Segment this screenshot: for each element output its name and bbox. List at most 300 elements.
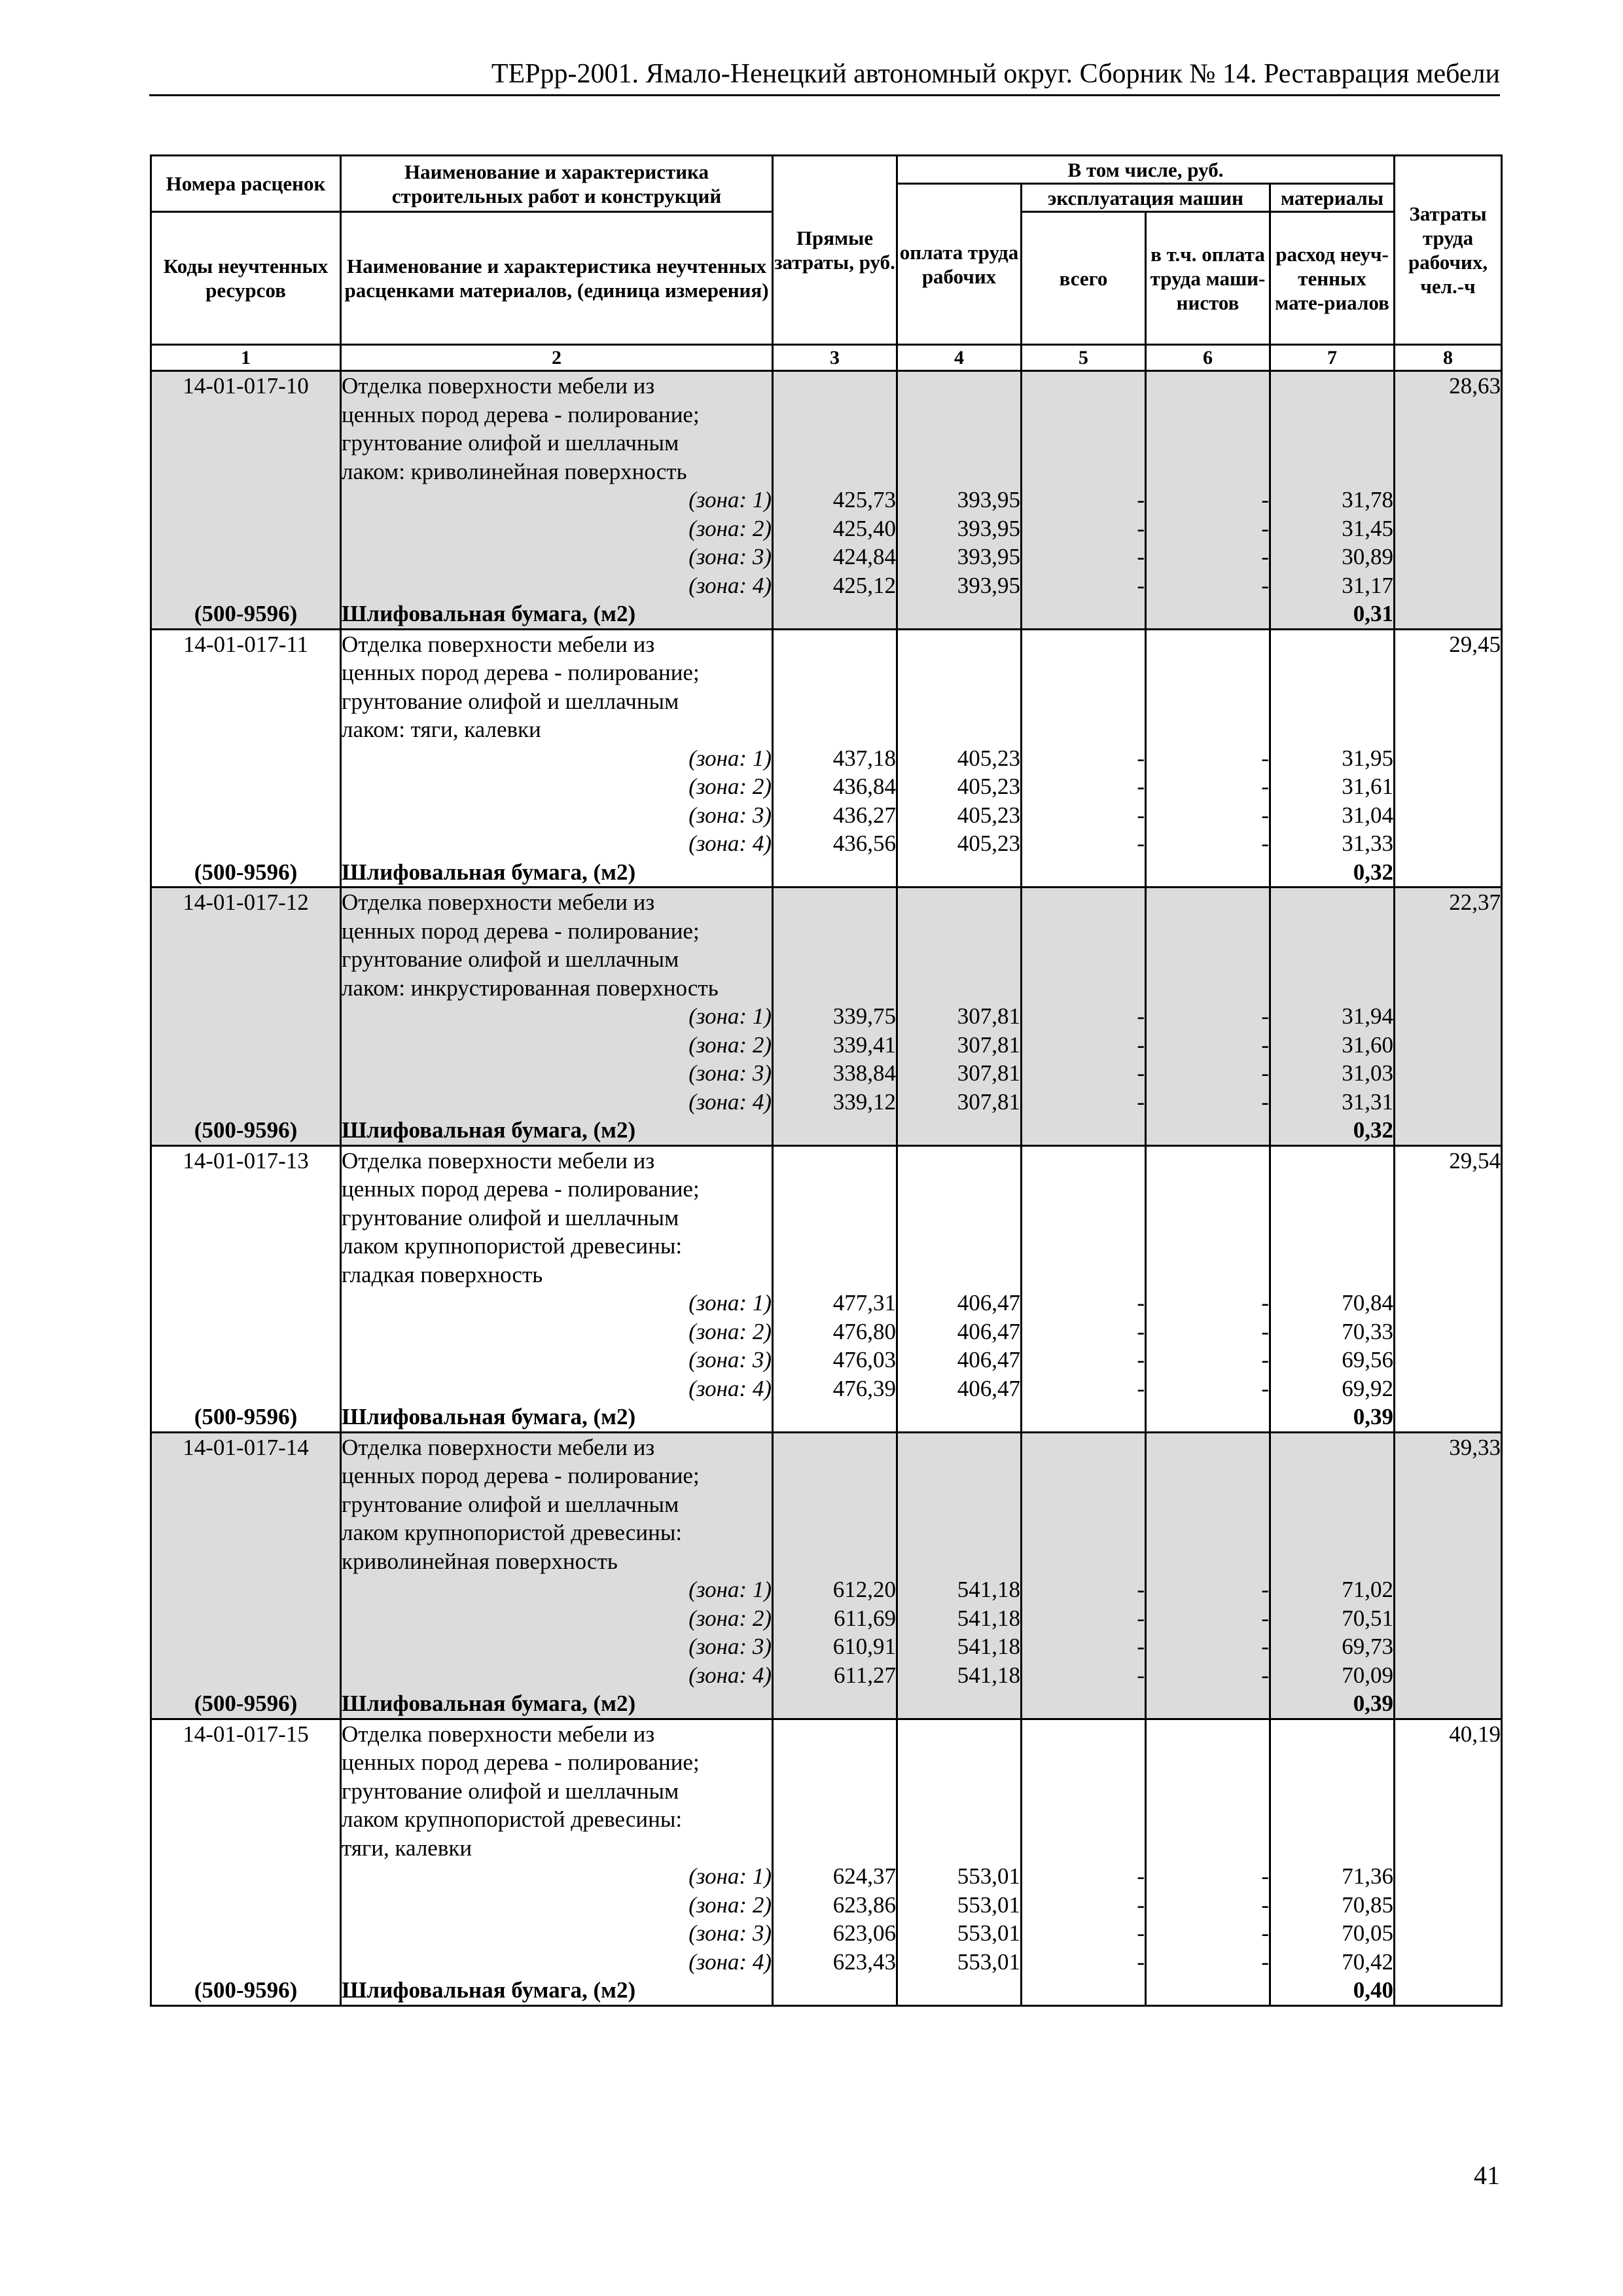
direct-costs-value: 338,84 xyxy=(773,1059,897,1088)
empty-cell xyxy=(1395,1088,1502,1117)
zone-label: (зона: 3) xyxy=(341,1632,773,1661)
materials-value: 31,60 xyxy=(1270,1031,1395,1060)
wages-value: 307,81 xyxy=(897,1088,1022,1117)
empty-cell xyxy=(1022,658,1146,687)
rate-code: 14-01-017-15 xyxy=(151,1719,341,1748)
empty-cell xyxy=(1270,1805,1395,1834)
empty-cell xyxy=(1022,1976,1146,2005)
material-name: Шлифовальная бумага, (м2) xyxy=(341,1403,773,1432)
empty-cell xyxy=(1146,917,1270,946)
wages-value: 405,23 xyxy=(897,801,1022,830)
empty-cell xyxy=(1022,1518,1146,1547)
material-name: Шлифовальная бумага, (м2) xyxy=(341,600,773,629)
material-name: Шлифовальная бумага, (м2) xyxy=(341,1976,773,2005)
empty-cell xyxy=(151,457,341,486)
description-row xyxy=(151,1518,1502,1547)
empty-cell xyxy=(151,945,341,974)
zone-row xyxy=(151,1632,1502,1661)
empty-cell xyxy=(1022,629,1146,658)
zone-row xyxy=(151,1318,1502,1346)
wages-value: 405,23 xyxy=(897,829,1022,858)
empty-cell xyxy=(1270,1232,1395,1261)
operator-wages-value: - xyxy=(1146,829,1270,858)
empty-cell xyxy=(1146,1719,1270,1748)
direct-costs-value: 477,31 xyxy=(773,1289,897,1318)
empty-cell xyxy=(151,1204,341,1232)
wages-value: 541,18 xyxy=(897,1632,1022,1661)
description-row xyxy=(151,1805,1502,1834)
work-description-line: лаком: тяги, калевки xyxy=(341,715,773,744)
direct-costs-value: 623,86 xyxy=(773,1891,897,1920)
empty-cell xyxy=(1270,1834,1395,1863)
empty-cell xyxy=(773,401,897,429)
zone-row xyxy=(151,543,1502,571)
empty-cell xyxy=(1022,687,1146,716)
empty-cell xyxy=(151,401,341,429)
operator-wages-value: - xyxy=(1146,1604,1270,1633)
empty-cell xyxy=(151,1547,341,1576)
rate-code: 14-01-017-11 xyxy=(151,629,341,658)
empty-cell xyxy=(151,1632,341,1661)
empty-cell xyxy=(1270,629,1395,658)
col1-top-header: Номера расценок xyxy=(151,156,341,212)
operator-wages-value: - xyxy=(1146,1031,1270,1060)
empty-cell xyxy=(1270,1748,1395,1777)
empty-cell xyxy=(1146,1748,1270,1777)
empty-cell xyxy=(151,1318,341,1346)
empty-cell xyxy=(1395,1261,1502,1289)
work-description-line: ценных пород дерева - полирование; xyxy=(341,917,773,946)
empty-cell xyxy=(151,1518,341,1547)
empty-cell xyxy=(151,829,341,858)
empty-cell xyxy=(1395,514,1502,543)
empty-cell xyxy=(1022,371,1146,401)
empty-cell xyxy=(1395,1805,1502,1834)
empty-cell xyxy=(1146,1777,1270,1806)
empty-cell xyxy=(1146,1432,1270,1462)
empty-cell xyxy=(773,715,897,744)
materials-value: 71,36 xyxy=(1270,1862,1395,1891)
col-number: 7 xyxy=(1270,345,1395,371)
empty-cell xyxy=(1395,1632,1502,1661)
empty-cell xyxy=(1395,1604,1502,1633)
materials-value: 69,56 xyxy=(1270,1346,1395,1374)
operator-wages-value: - xyxy=(1146,486,1270,514)
zone-label: (зона: 4) xyxy=(341,571,773,600)
material-name: Шлифовальная бумага, (м2) xyxy=(341,858,773,888)
empty-cell xyxy=(897,1232,1022,1261)
empty-cell xyxy=(1395,974,1502,1003)
wages-value: 406,47 xyxy=(897,1374,1022,1403)
material-quantity: 0,39 xyxy=(1270,1689,1395,1719)
machines-total-value: - xyxy=(1022,514,1146,543)
direct-costs-value: 437,18 xyxy=(773,744,897,773)
empty-cell xyxy=(1022,1834,1146,1863)
materials-value: 31,61 xyxy=(1270,772,1395,801)
zone-row xyxy=(151,801,1502,830)
wages-value: 406,47 xyxy=(897,1346,1022,1374)
empty-cell xyxy=(1395,401,1502,429)
zone-label: (зона: 1) xyxy=(341,1862,773,1891)
empty-cell xyxy=(1395,1318,1502,1346)
price-record xyxy=(151,1432,1502,1719)
description-row xyxy=(151,1432,1502,1462)
empty-cell xyxy=(773,429,897,457)
empty-cell xyxy=(1395,1403,1502,1432)
empty-cell xyxy=(151,1232,341,1261)
description-row xyxy=(151,1748,1502,1777)
price-record xyxy=(151,371,1502,630)
empty-cell xyxy=(1022,1261,1146,1289)
materials-value: 70,51 xyxy=(1270,1604,1395,1633)
direct-costs-value: 610,91 xyxy=(773,1632,897,1661)
running-title: ТЕРрр-2001. Ямало-Ненецкий автономный округ. Сборник № 14. Реставрация мебели xyxy=(491,59,1500,89)
materials-value: 31,17 xyxy=(1270,571,1395,600)
machines-total-value: - xyxy=(1022,744,1146,773)
empty-cell xyxy=(897,715,1022,744)
price-record xyxy=(151,888,1502,1146)
work-description-line: лаком крупнопористой древесины: xyxy=(341,1518,773,1547)
empty-cell xyxy=(151,1604,341,1633)
col-number: 8 xyxy=(1395,345,1502,371)
empty-cell xyxy=(897,1175,1022,1204)
wages-value: 393,95 xyxy=(897,543,1022,571)
work-description-line: ценных пород дерева - полирование; xyxy=(341,1462,773,1490)
direct-costs-value: 339,41 xyxy=(773,1031,897,1060)
work-description-line: ценных пород дерева - полирование; xyxy=(341,1175,773,1204)
operator-wages-value: - xyxy=(1146,1632,1270,1661)
empty-cell xyxy=(773,945,897,974)
empty-cell xyxy=(1146,600,1270,629)
empty-cell xyxy=(1395,858,1502,888)
direct-costs-value: 425,73 xyxy=(773,486,897,514)
empty-cell xyxy=(1270,917,1395,946)
empty-cell xyxy=(1270,457,1395,486)
direct-costs-value: 436,27 xyxy=(773,801,897,830)
empty-cell xyxy=(1395,1490,1502,1519)
operator-wages-value: - xyxy=(1146,1088,1270,1117)
wages-value: 405,23 xyxy=(897,744,1022,773)
price-record xyxy=(151,1719,1502,2005)
resource-code: (500-9596) xyxy=(151,1976,341,2005)
empty-cell xyxy=(151,1031,341,1060)
labor-hours-value: 40,19 xyxy=(1395,1719,1502,1748)
wages-value: 553,01 xyxy=(897,1919,1022,1948)
empty-cell xyxy=(773,1748,897,1777)
empty-cell xyxy=(773,1116,897,1145)
direct-costs-value: 425,12 xyxy=(773,571,897,600)
zone-label: (зона: 2) xyxy=(341,1318,773,1346)
empty-cell xyxy=(897,888,1022,917)
price-record xyxy=(151,1145,1502,1432)
empty-cell xyxy=(1270,715,1395,744)
machines-total-value: - xyxy=(1022,1604,1146,1633)
operator-wages-value: - xyxy=(1146,1059,1270,1088)
empty-cell xyxy=(897,1834,1022,1863)
operator-wages-value: - xyxy=(1146,514,1270,543)
empty-cell xyxy=(1395,1031,1502,1060)
zone-row xyxy=(151,829,1502,858)
labor-hours-value: 29,45 xyxy=(1395,629,1502,658)
materials-value: 70,84 xyxy=(1270,1289,1395,1318)
operator-wages-value: - xyxy=(1146,744,1270,773)
empty-cell xyxy=(1395,1346,1502,1374)
empty-cell xyxy=(897,1490,1022,1519)
empty-cell xyxy=(1395,1976,1502,2005)
labor-hours-value: 22,37 xyxy=(1395,888,1502,917)
empty-cell xyxy=(151,1834,341,1863)
empty-cell xyxy=(1395,1059,1502,1088)
empty-cell xyxy=(1146,1175,1270,1204)
col2-bottom-header: Наименование и характеристика неучтенных расценками материалов, (единица измерения) xyxy=(341,212,773,345)
empty-cell xyxy=(151,486,341,514)
direct-costs-value: 436,84 xyxy=(773,772,897,801)
machines-total-value: - xyxy=(1022,1031,1146,1060)
empty-cell xyxy=(897,1403,1022,1432)
empty-cell xyxy=(1146,1232,1270,1261)
zone-row xyxy=(151,1661,1502,1690)
empty-cell xyxy=(1022,1547,1146,1576)
direct-costs-value: 476,39 xyxy=(773,1374,897,1403)
operator-wages-value: - xyxy=(1146,1948,1270,1977)
zone-row xyxy=(151,1346,1502,1374)
empty-cell xyxy=(1395,600,1502,629)
empty-cell xyxy=(1270,658,1395,687)
empty-cell xyxy=(897,629,1022,658)
description-row xyxy=(151,1777,1502,1806)
empty-cell xyxy=(1022,1204,1146,1232)
direct-costs-header: Прямые затраты, руб. xyxy=(773,156,897,345)
wages-value: 405,23 xyxy=(897,772,1022,801)
empty-cell xyxy=(1395,1748,1502,1777)
empty-cell xyxy=(773,1834,897,1863)
materials-value: 31,33 xyxy=(1270,829,1395,858)
machines-total-value: - xyxy=(1022,1632,1146,1661)
zone-label: (зона: 4) xyxy=(341,1661,773,1690)
machines-total-value: - xyxy=(1022,801,1146,830)
empty-cell xyxy=(1022,1403,1146,1432)
empty-cell xyxy=(1146,371,1270,401)
empty-cell xyxy=(897,1689,1022,1719)
work-description-line: лаком: криволинейная поверхность xyxy=(341,457,773,486)
including-group-header: В том числе, руб. xyxy=(897,156,1395,184)
description-row xyxy=(151,1462,1502,1490)
empty-cell xyxy=(1146,888,1270,917)
materials-value: 70,85 xyxy=(1270,1891,1395,1920)
zone-label: (зона: 3) xyxy=(341,543,773,571)
header-rule xyxy=(149,94,1500,96)
description-row xyxy=(151,945,1502,974)
zone-label: (зона: 2) xyxy=(341,514,773,543)
zone-row xyxy=(151,1374,1502,1403)
empty-cell xyxy=(1270,1490,1395,1519)
col-number: 5 xyxy=(1022,345,1146,371)
empty-cell xyxy=(1022,429,1146,457)
empty-cell xyxy=(151,1661,341,1690)
empty-cell xyxy=(1395,687,1502,716)
machines-total-value: - xyxy=(1022,543,1146,571)
wages-value: 553,01 xyxy=(897,1891,1022,1920)
zone-label: (зона: 3) xyxy=(341,1919,773,1948)
empty-cell xyxy=(151,1575,341,1604)
materials-value: 31,94 xyxy=(1270,1002,1395,1031)
wages-value: 393,95 xyxy=(897,514,1022,543)
empty-cell xyxy=(1022,1232,1146,1261)
resource-code: (500-9596) xyxy=(151,1403,341,1432)
empty-cell xyxy=(1146,1261,1270,1289)
empty-cell xyxy=(1395,1462,1502,1490)
empty-cell xyxy=(1022,858,1146,888)
empty-cell xyxy=(151,1462,341,1490)
direct-costs-value: 611,69 xyxy=(773,1604,897,1633)
empty-cell xyxy=(1022,1490,1146,1519)
empty-cell xyxy=(151,1088,341,1117)
empty-cell xyxy=(1395,1834,1502,1863)
col-number: 1 xyxy=(151,345,341,371)
empty-cell xyxy=(1395,772,1502,801)
empty-cell xyxy=(1146,858,1270,888)
empty-cell xyxy=(151,429,341,457)
materials-value: 31,04 xyxy=(1270,801,1395,830)
operator-wages-value: - xyxy=(1146,1661,1270,1690)
zone-label: (зона: 2) xyxy=(341,1604,773,1633)
zone-label: (зона: 4) xyxy=(341,1088,773,1117)
machines-total-value: - xyxy=(1022,772,1146,801)
machines-total-value: - xyxy=(1022,1059,1146,1088)
work-description-line: тяги, калевки xyxy=(341,1834,773,1863)
empty-cell xyxy=(773,658,897,687)
materials-value: 70,05 xyxy=(1270,1919,1395,1948)
empty-cell xyxy=(897,457,1022,486)
zone-label: (зона: 3) xyxy=(341,801,773,830)
col-number: 4 xyxy=(897,345,1022,371)
materials-value: 70,09 xyxy=(1270,1661,1395,1690)
description-row xyxy=(151,715,1502,744)
empty-cell xyxy=(773,1432,897,1462)
empty-cell xyxy=(1395,744,1502,773)
empty-cell xyxy=(897,1547,1022,1576)
empty-cell xyxy=(1395,1919,1502,1948)
empty-cell xyxy=(1270,1432,1395,1462)
empty-cell xyxy=(1395,486,1502,514)
empty-cell xyxy=(1146,1976,1270,2005)
empty-cell xyxy=(897,1719,1022,1748)
work-description-line: Отделка поверхности мебели из xyxy=(341,1719,773,1748)
work-description-line: грунтование олифой и шеллачным xyxy=(341,429,773,457)
empty-cell xyxy=(151,1059,341,1088)
work-description-line: ценных пород дерева - полирование; xyxy=(341,1748,773,1777)
machines-total-value: - xyxy=(1022,1346,1146,1374)
zone-row xyxy=(151,744,1502,773)
description-row xyxy=(151,1175,1502,1204)
empty-cell xyxy=(1270,1261,1395,1289)
empty-cell xyxy=(1146,1689,1270,1719)
empty-cell xyxy=(897,429,1022,457)
empty-cell xyxy=(1022,1689,1146,1719)
operator-wages-value: - xyxy=(1146,543,1270,571)
operator-wages-value: - xyxy=(1146,1002,1270,1031)
direct-costs-value: 612,20 xyxy=(773,1575,897,1604)
empty-cell xyxy=(773,629,897,658)
empty-cell xyxy=(1022,1748,1146,1777)
description-row xyxy=(151,1261,1502,1289)
zone-row xyxy=(151,1575,1502,1604)
empty-cell xyxy=(1022,401,1146,429)
empty-cell xyxy=(151,1002,341,1031)
material-quantity: 0,32 xyxy=(1270,1116,1395,1145)
empty-cell xyxy=(1146,1547,1270,1576)
operator-wages-value: - xyxy=(1146,801,1270,830)
machines-total-value: - xyxy=(1022,1374,1146,1403)
empty-cell xyxy=(897,600,1022,629)
work-description-line: ценных пород дерева - полирование; xyxy=(341,658,773,687)
empty-cell xyxy=(897,687,1022,716)
empty-cell xyxy=(151,1748,341,1777)
resource-code: (500-9596) xyxy=(151,1116,341,1145)
empty-cell xyxy=(1395,1002,1502,1031)
empty-cell xyxy=(897,658,1022,687)
machines-total-value: - xyxy=(1022,1919,1146,1948)
materials-value: 70,42 xyxy=(1270,1948,1395,1977)
empty-cell xyxy=(1395,1575,1502,1604)
materials-value: 69,92 xyxy=(1270,1374,1395,1403)
empty-cell xyxy=(1146,974,1270,1003)
empty-cell xyxy=(1146,1145,1270,1175)
empty-cell xyxy=(773,687,897,716)
material-row xyxy=(151,858,1502,888)
empty-cell xyxy=(773,1204,897,1232)
empty-cell xyxy=(1146,1403,1270,1432)
materials-value: 31,78 xyxy=(1270,486,1395,514)
zone-row xyxy=(151,1948,1502,1977)
operator-wages-value: - xyxy=(1146,1318,1270,1346)
materials-group-header: материалы xyxy=(1270,184,1395,212)
zone-row xyxy=(151,1002,1502,1031)
description-row xyxy=(151,974,1502,1003)
empty-cell xyxy=(773,1175,897,1204)
empty-cell xyxy=(1395,1777,1502,1806)
empty-cell xyxy=(1270,1777,1395,1806)
zone-label: (зона: 3) xyxy=(341,1346,773,1374)
empty-cell xyxy=(1395,429,1502,457)
machines-total-value: - xyxy=(1022,1289,1146,1318)
description-row xyxy=(151,1547,1502,1576)
empty-cell xyxy=(773,371,897,401)
empty-cell xyxy=(897,974,1022,1003)
direct-costs-value: 624,37 xyxy=(773,1862,897,1891)
material-row xyxy=(151,600,1502,629)
empty-cell xyxy=(773,1261,897,1289)
materials-value: 30,89 xyxy=(1270,543,1395,571)
empty-cell xyxy=(773,888,897,917)
empty-cell xyxy=(151,1891,341,1920)
empty-cell xyxy=(773,1232,897,1261)
empty-cell xyxy=(1022,1432,1146,1462)
wages-value: 406,47 xyxy=(897,1289,1022,1318)
empty-cell xyxy=(151,687,341,716)
work-description-line: гладкая поверхность xyxy=(341,1261,773,1289)
empty-cell xyxy=(773,1490,897,1519)
empty-cell xyxy=(151,1805,341,1834)
operator-wages-value: - xyxy=(1146,1346,1270,1374)
empty-cell xyxy=(773,1805,897,1834)
empty-cell xyxy=(1395,457,1502,486)
work-description-line: лаком крупнопористой древесины: xyxy=(341,1232,773,1261)
empty-cell xyxy=(1146,429,1270,457)
empty-cell xyxy=(151,917,341,946)
wages-value: 406,47 xyxy=(897,1318,1022,1346)
empty-cell xyxy=(1146,715,1270,744)
